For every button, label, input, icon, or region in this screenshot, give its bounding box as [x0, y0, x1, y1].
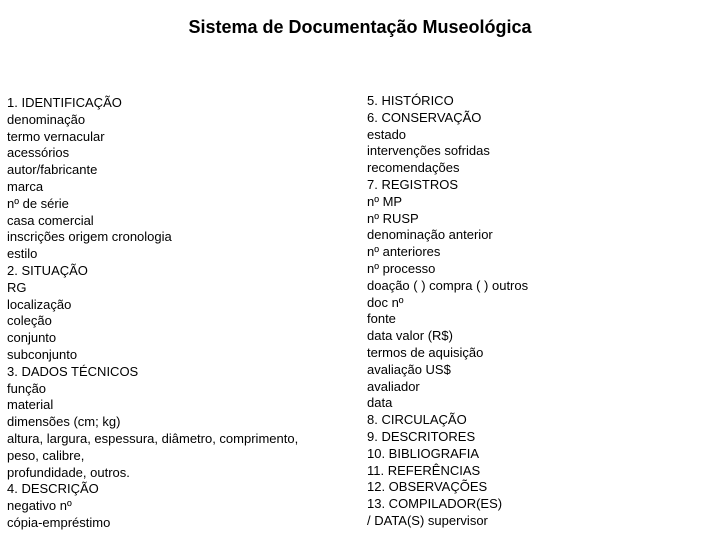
left-column-list — [7, 95, 347, 532]
list-item: doação ( ) compra ( ) outros — [367, 277, 529, 293]
list-item: 13. COMPILADOR(ES) — [367, 496, 503, 512]
list-item: casa comercial — [7, 212, 94, 228]
list-item: denominação anterior — [367, 227, 493, 243]
list-item: recomendações — [367, 160, 460, 176]
list-item: avaliador — [367, 378, 420, 394]
list-item: altura, largura, espessura, diâmetro, comprimento, — [7, 430, 299, 446]
list-item: RG — [7, 279, 27, 295]
list-item: peso, calibre, — [7, 447, 85, 463]
list-item: acessórios — [7, 145, 70, 161]
list-item: 1. IDENTIFICAÇÃO — [7, 95, 122, 110]
list-item: 7. REGISTROS — [367, 176, 459, 192]
list-item: autor/fabricante — [7, 162, 98, 178]
list-item: 4. DESCRIÇÃO — [7, 481, 99, 497]
list-item: doc nº — [367, 294, 404, 310]
list-item: 3. DADOS TÉCNICOS — [7, 363, 139, 379]
list-item: fonte — [367, 311, 396, 327]
list-item: marca — [7, 178, 44, 194]
list-item: denominação — [7, 111, 86, 127]
list-item: 2. SITUAÇÃO — [7, 262, 88, 278]
list-item: 11. REFERÊNCIAS — [367, 462, 481, 478]
list-item: data valor (R$) — [367, 328, 453, 344]
list-item: nº RUSP — [367, 210, 419, 226]
list-item: intervenções sofridas — [367, 143, 490, 159]
list-item: / DATA(S) supervisor — [367, 512, 488, 528]
list-item: data — [367, 395, 393, 411]
list-item: localização — [7, 296, 72, 312]
list-item: termo vernacular — [7, 128, 105, 144]
list-item: conjunto — [7, 330, 57, 346]
page-title: Sistema de Documentação Museológica — [188, 17, 532, 37]
list-item: 6. CONSERVAÇÃO — [367, 109, 482, 125]
list-item: subconjunto — [7, 346, 78, 362]
right-column-list — [367, 93, 712, 530]
list-item: 5. HISTÓRICO — [367, 93, 454, 108]
list-item: 8. CIRCULAÇÃO — [367, 412, 467, 428]
list-item: coleção — [7, 313, 52, 329]
list-item: inscrições origem cronologia — [7, 229, 172, 245]
list-item: função — [7, 380, 47, 396]
list-item: nº anteriores — [367, 244, 441, 260]
list-item: 12. OBSERVAÇÕES — [367, 479, 488, 495]
list-item: 9. DESCRITORES — [367, 428, 476, 444]
list-item: termos de aquisição — [367, 344, 484, 360]
list-item: avaliação US$ — [367, 361, 451, 377]
list-item: nº processo — [367, 260, 436, 276]
list-item: 10. BIBLIOGRAFIA — [367, 445, 479, 461]
list-item: cópia-empréstimo — [7, 514, 111, 530]
list-item: nº de série — [7, 195, 69, 211]
list-item: material — [7, 397, 54, 413]
list-item: nº MP — [367, 193, 403, 209]
list-item: estilo — [7, 246, 38, 262]
list-item: profundidade, outros. — [7, 464, 130, 480]
list-item: estado — [367, 126, 407, 142]
list-item: negativo nº — [7, 498, 72, 514]
list-item: dimensões (cm; kg) — [7, 414, 121, 430]
